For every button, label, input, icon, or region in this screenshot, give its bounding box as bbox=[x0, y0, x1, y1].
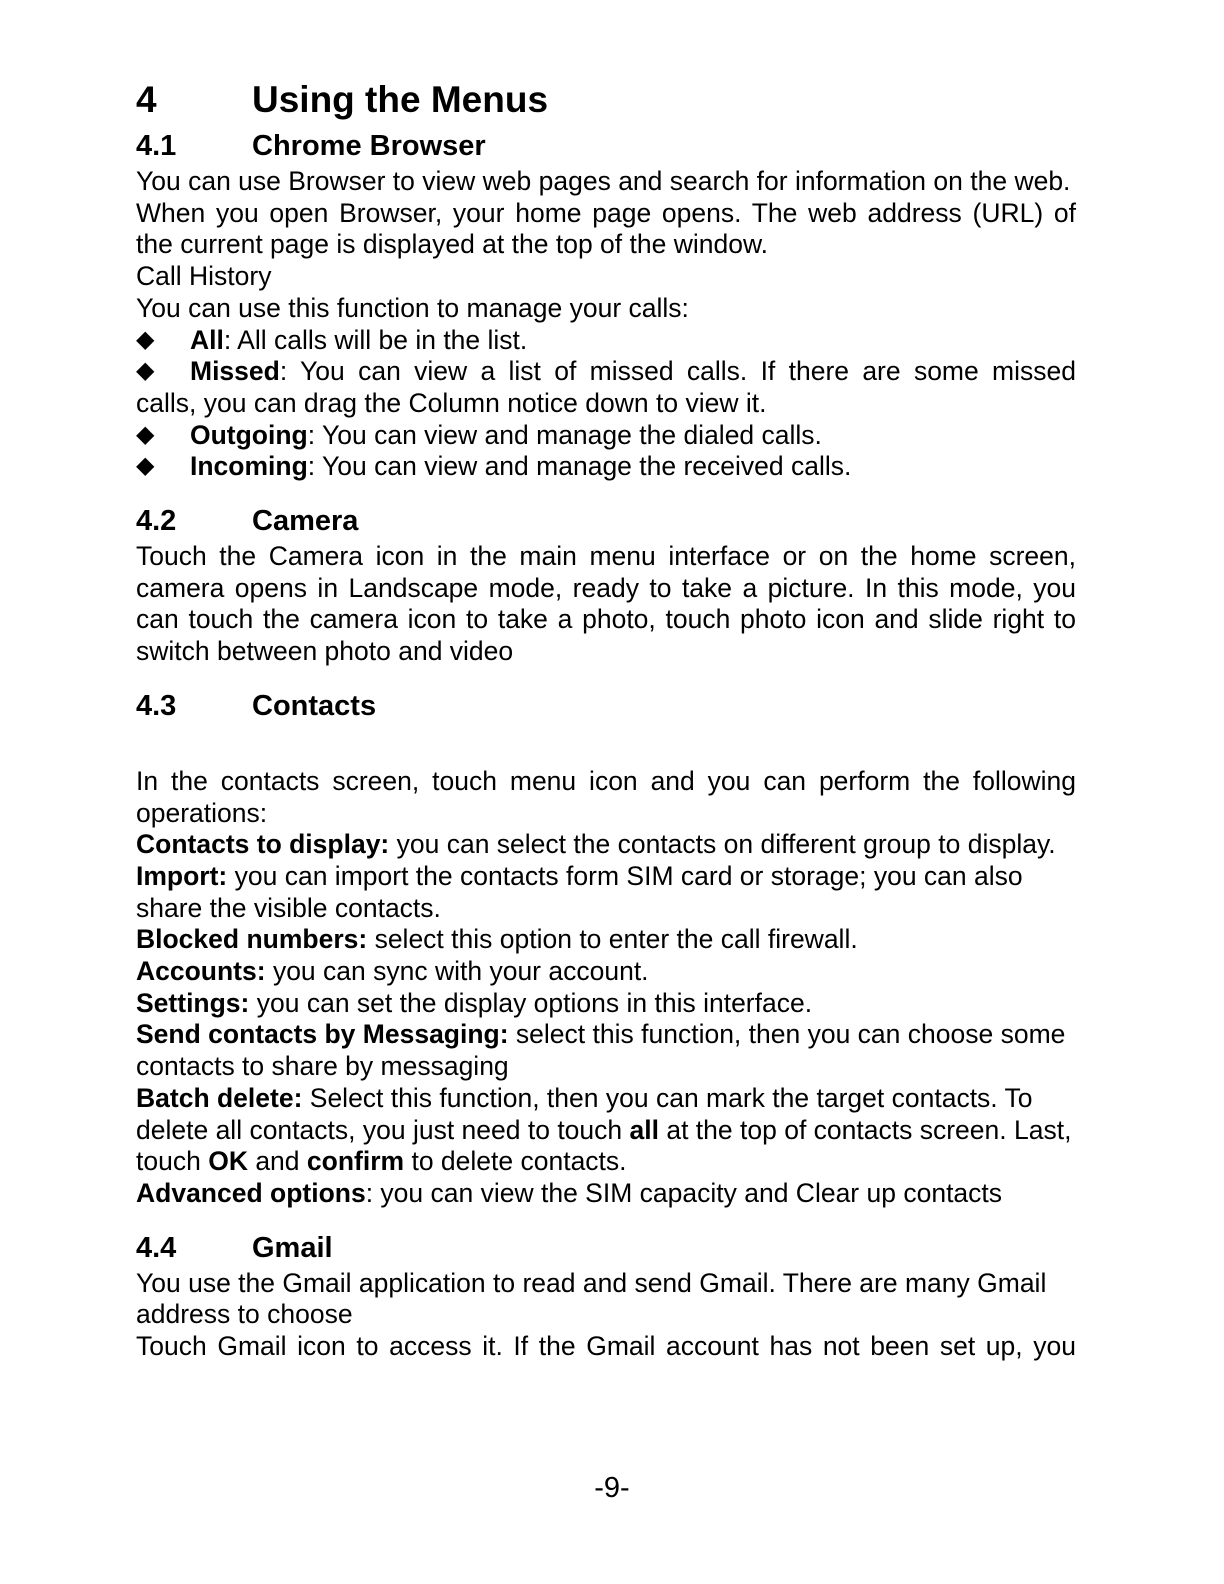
option-text: you can select the contacts on different group to display. bbox=[389, 829, 1056, 860]
contacts-option-batch-delete bbox=[136, 1083, 1076, 1178]
bullet-item bbox=[136, 356, 1076, 388]
diamond-bullet-icon: ◆ bbox=[136, 420, 155, 448]
diamond-bullet-icon: ◆ bbox=[136, 357, 155, 385]
bullet-term: Outgoing bbox=[190, 419, 308, 450]
chapter-title: Using the Menus bbox=[252, 79, 549, 120]
option-term: Accounts: bbox=[136, 956, 266, 987]
option-text: select this function, then you can choose some contacts to share by messaging bbox=[136, 1019, 1066, 1082]
option-term: Import: bbox=[136, 860, 228, 891]
page-content bbox=[136, 74, 1076, 1363]
paragraph: You use the Gmail application to read and send Gmail. There are many Gmail address to choose bbox=[136, 1267, 1047, 1330]
bold-word: all bbox=[629, 1114, 659, 1145]
bullet-item bbox=[136, 420, 1076, 452]
bullet-continuation: calls, you can drag the Column notice down to view it. bbox=[136, 387, 767, 418]
option-text: to delete contacts. bbox=[404, 1146, 627, 1177]
section-heading-4-3 bbox=[136, 686, 1076, 726]
option-term: Blocked numbers: bbox=[136, 924, 368, 955]
option-term: Send contacts by Messaging: bbox=[136, 1019, 509, 1050]
diamond-bullet-icon: ◆ bbox=[136, 452, 155, 480]
section-number: 4.3 bbox=[136, 689, 177, 722]
paragraph: You can use Browser to view web pages and search for information on the web. bbox=[136, 166, 1071, 196]
bullet-term: Incoming bbox=[190, 451, 308, 482]
paragraph: When you open Browser, your home page opens. The web address (URL) of the current page is displayed at the top of the window. bbox=[136, 197, 1076, 260]
bullet-term: All bbox=[190, 324, 224, 355]
section-heading-4-4 bbox=[136, 1228, 1076, 1268]
option-text: and bbox=[247, 1146, 307, 1177]
bold-word: confirm bbox=[306, 1146, 405, 1177]
page-number: -9- bbox=[594, 1472, 630, 1504]
section-heading-4-1 bbox=[136, 126, 1076, 166]
section-number: 4.1 bbox=[136, 130, 177, 162]
bullet-text: : You can view and manage the received calls. bbox=[307, 451, 852, 482]
bold-word: OK bbox=[208, 1146, 248, 1177]
bullet-item bbox=[136, 451, 1076, 483]
option-term: Batch delete: bbox=[136, 1082, 303, 1113]
option-text: you can set the display options in this interface. bbox=[249, 987, 813, 1018]
option-text: you can sync with your account. bbox=[265, 956, 649, 987]
option-term: Contacts to display: bbox=[136, 829, 390, 860]
chapter-heading bbox=[136, 74, 1076, 126]
section-title: Camera bbox=[252, 505, 359, 538]
paragraph: In the contacts screen, touch menu icon and you can perform the following operations: bbox=[136, 765, 1076, 828]
section-heading-4-2 bbox=[136, 501, 1076, 541]
bullet-term: Missed bbox=[190, 356, 280, 387]
option-text: Select this function, then you can mark the target contacts. To delete all contacts, you just need to touch bbox=[136, 1082, 1033, 1145]
bullet-text: : You can view and manage the dialed calls. bbox=[307, 419, 822, 450]
bullet-text: : You can view a list of missed calls. If there are some missed bbox=[279, 356, 1076, 387]
paragraph: Touch the Camera icon in the main menu interface or on the home screen, camera opens in Landscape mode, ready to take a picture. In this mode, you can touch the camera icon to take a photo, touch photo icon and slide right to switch between photo and video bbox=[136, 541, 1076, 667]
chapter-number: 4 bbox=[136, 79, 157, 120]
contacts-option bbox=[136, 988, 1076, 1020]
contacts-option bbox=[136, 861, 1076, 924]
paragraph: Touch Gmail icon to access it. If the Gmail account has not been set up, you bbox=[136, 1331, 1076, 1362]
section-number: 4.4 bbox=[136, 1231, 177, 1264]
option-text: select this option to enter the call firewall. bbox=[367, 924, 858, 955]
contacts-option bbox=[136, 829, 1076, 861]
option-term: Settings: bbox=[136, 987, 250, 1018]
contacts-option-advanced bbox=[136, 1178, 1076, 1210]
section-title: Chrome Browser bbox=[252, 130, 486, 162]
option-term: Advanced options bbox=[136, 1177, 366, 1208]
option-text: at the top of contacts screen. Last, touch bbox=[136, 1114, 1072, 1177]
contacts-option bbox=[136, 1019, 1076, 1082]
section-title: Gmail bbox=[252, 1231, 333, 1264]
contacts-option bbox=[136, 956, 1076, 988]
option-text: : you can view the SIM capacity and Clear up contacts bbox=[365, 1177, 1003, 1208]
paragraph: Call History bbox=[136, 261, 272, 292]
option-text: you can import the contacts form SIM card or storage; you can also share the visible contacts. bbox=[136, 860, 1023, 923]
section-title: Contacts bbox=[252, 689, 377, 722]
paragraph: You can use this function to manage your calls: bbox=[136, 292, 689, 323]
bullet-item bbox=[136, 325, 1076, 357]
section-number: 4.2 bbox=[136, 505, 177, 538]
contacts-option bbox=[136, 924, 1076, 956]
diamond-bullet-icon: ◆ bbox=[136, 325, 155, 353]
bullet-text: : All calls will be in the list. bbox=[223, 324, 528, 355]
